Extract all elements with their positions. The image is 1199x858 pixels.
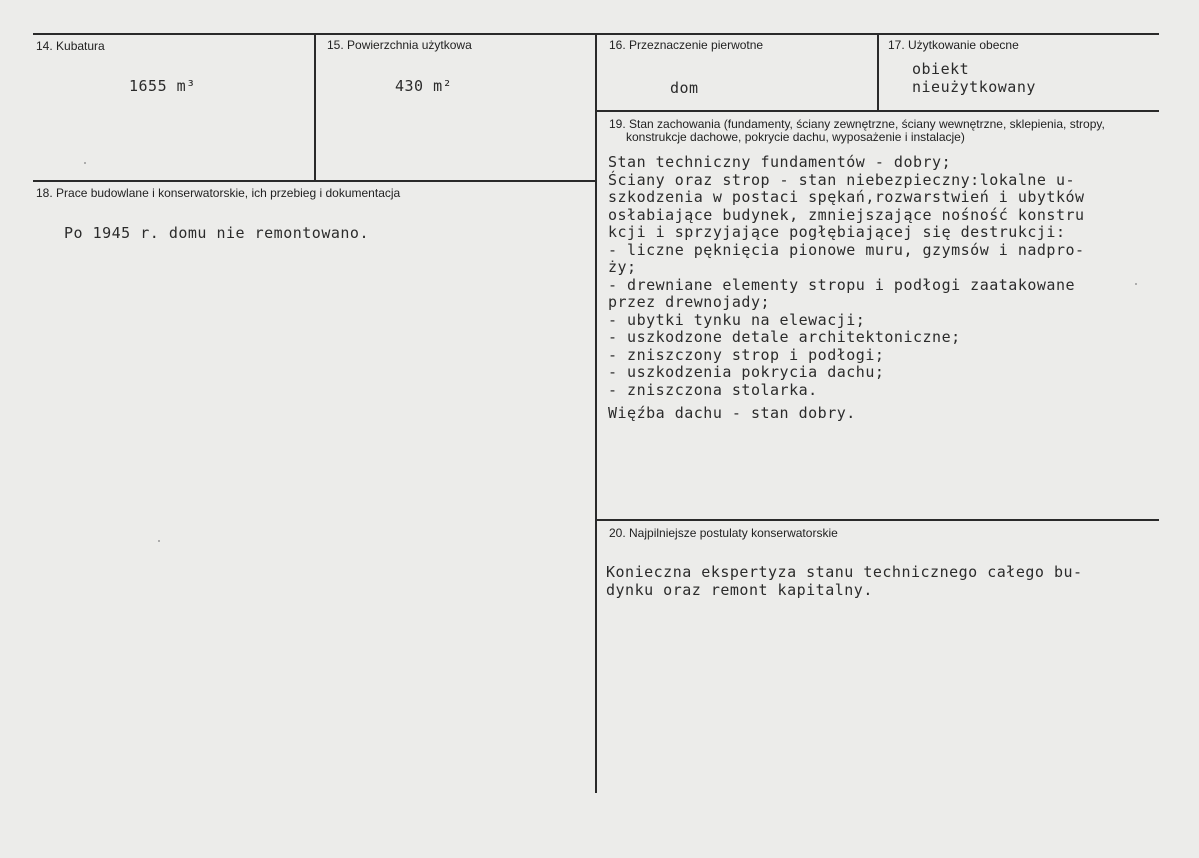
field-19-line: Stan techniczny fundamentów - dobry; — [608, 153, 952, 171]
field-19-label-line1: 19. Stan zachowania (fundamenty, ściany zewnętrzne, ściany wewnętrzne, sklepienia, stropy, — [609, 117, 1105, 131]
field-19-line: - uszkodzone detale architektoniczne; — [608, 328, 961, 346]
scan-speck — [158, 540, 160, 542]
field-16-value: dom — [670, 79, 699, 97]
field-19-label-line2: konstrukcje dachowe, pokrycie dachu, wyposażenie i instalacje) — [626, 130, 965, 144]
field-19-line: - ubytki tynku na elewacji; — [608, 310, 866, 329]
field-16-label: 16. Przeznaczenie pierwotne — [609, 38, 764, 52]
divider-16-17 — [877, 33, 879, 111]
field-15-value: 430 m² — [395, 77, 453, 95]
field-19-line: przez drewnojady; — [608, 293, 771, 311]
field-17-label: 17. Użytkowanie obecne — [888, 38, 1019, 52]
field-19-text — [608, 154, 1085, 399]
field-19-line: - zniszczony strop i podłogi; — [608, 345, 885, 364]
rule-under-14-15 — [33, 180, 597, 182]
field-20-label: 20. Najpilniejsze postulaty konserwatorskie — [609, 526, 838, 540]
field-14-label: 14. Kubatura — [36, 39, 105, 53]
rule-above-20 — [597, 519, 1159, 521]
field-19-line: - drewniane elementy stropu i podłogi zaatakowane — [608, 275, 1076, 294]
field-19-line: Ściany oraz strop - stan niebezpieczny:lokalne u- — [608, 170, 1076, 189]
field-18-label: 18. Prace budowlane i konserwatorskie, ich przebieg i dokumentacja — [36, 186, 401, 200]
field-19-line: szkodzenia w postaci spękań,rozwarstwień i ubytków — [608, 188, 1085, 206]
field-18-value: Po 1945 r. domu nie remontowano. — [64, 224, 369, 242]
field-19-line: kcji i sprzyjające pogłębiającej się destrukcji: — [608, 223, 1066, 241]
field-19-line: - liczne pęknięcia pionowe muru, gzymsów i nadpro- — [608, 240, 1085, 259]
field-20-value-line1: Konieczna ekspertyza stanu technicznego całego bu- — [606, 563, 1083, 581]
scan-speck — [1135, 283, 1137, 285]
field-17-value-line2: nieużytkowany — [912, 78, 1036, 96]
divider-14-15 — [314, 33, 316, 181]
rule-under-16-17 — [597, 110, 1159, 112]
field-19-line: osłabiające budynek, zmniejszające nośność konstru — [608, 205, 1085, 224]
field-20-value-line2: dynku oraz remont kapitalny. — [606, 581, 873, 599]
scan-speck — [84, 162, 86, 164]
field-19-line: - uszkodzenia pokrycia dachu; — [608, 363, 885, 381]
field-15-label: 15. Powierzchnia użytkowa — [327, 38, 472, 52]
field-19-line: ży; — [608, 258, 637, 276]
field-19-line: - zniszczona stolarka. — [608, 380, 818, 399]
field-19-closing: Więźba dachu - stan dobry. — [608, 404, 856, 422]
main-vertical-divider — [595, 33, 597, 793]
field-17-value-line1: obiekt — [912, 60, 970, 78]
field-14-value: 1655 m³ — [129, 77, 196, 95]
